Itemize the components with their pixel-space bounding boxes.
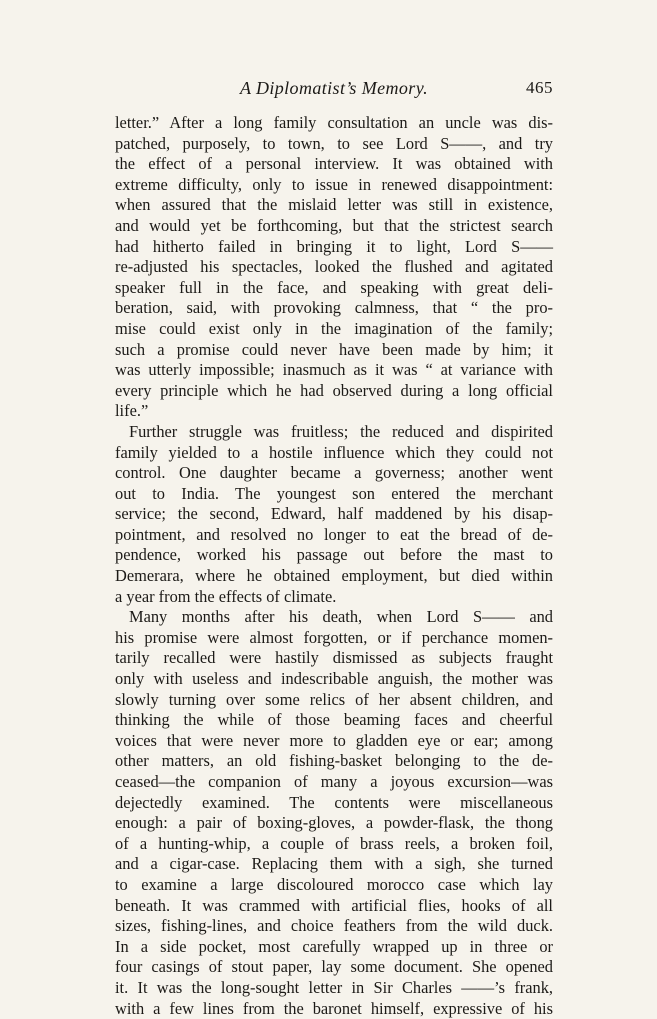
text-line: voices that were never more to gladden eye or ear; among bbox=[115, 730, 553, 750]
paragraph-start-line: Further struggle was fruitless; the reduced and dispirited bbox=[129, 421, 553, 441]
text-line: other matters, an old fishing-basket belonging to the de- bbox=[115, 751, 553, 771]
text-line: the effect of a personal interview. It was obtained with bbox=[115, 154, 553, 174]
text-line: family yielded to a hostile influence which they could not bbox=[115, 442, 553, 462]
text-line: his promise were almost forgotten, or if perchance momen- bbox=[115, 627, 553, 647]
text-line: enough: a pair of boxing-gloves, a powder-flask, the thong bbox=[115, 813, 553, 833]
text-line: pendence, worked his passage out before the mast to bbox=[115, 545, 553, 565]
text-line: only with useless and indescribable anguish, the mother was bbox=[115, 669, 553, 689]
text-line: re-adjusted his spectacles, looked the flushed and agitated bbox=[115, 257, 553, 277]
text-line: patched, purposely, to town, to see Lord S——, and try bbox=[115, 133, 553, 153]
text-line: pointment, and resolved no longer to eat the bread of de- bbox=[115, 524, 553, 544]
text-line: ceased—the companion of many a joyous excursion—was bbox=[115, 772, 553, 791]
text-line: every principle which he had observed during a long official bbox=[115, 380, 553, 400]
text-line: service; the second, Edward, half maddened by his disap- bbox=[115, 504, 553, 524]
text-line: extreme difficulty, only to issue in renewed disappointment: bbox=[115, 174, 553, 194]
text-line: it. It was the long-sought letter in Sir Charles ——’s frank, bbox=[115, 977, 553, 997]
text-line: and a cigar-case. Replacing them with a sigh, she turned bbox=[115, 854, 553, 874]
text-line: control. One daughter became a governess; another went bbox=[115, 463, 553, 483]
text-line: was utterly impossible; inasmuch as it was “ at variance with bbox=[115, 360, 553, 380]
text-line: mise could exist only in the imagination of the family; bbox=[115, 318, 553, 338]
text-line: sizes, fishing-lines, and choice feathers from the wild duck. bbox=[115, 916, 553, 936]
text-line: letter.” After a long family consultation an uncle was dis- bbox=[115, 113, 553, 132]
text-line: when assured that the mislaid letter was still in existence, bbox=[115, 195, 553, 215]
running-title: A Diplomatist’s Memory. bbox=[239, 78, 429, 98]
text-line: Demerara, where he obtained employment, but died within bbox=[115, 566, 553, 586]
text-line: such a promise could never have been made by him; it bbox=[115, 339, 553, 359]
text-line: of a hunting-whip, a couple of brass reels, a broken foil, bbox=[115, 833, 553, 853]
text-line: beration, said, with provoking calmness, that “ the pro- bbox=[115, 298, 553, 318]
text-line: In a side pocket, most carefully wrapped up in three or bbox=[115, 936, 553, 956]
text-line: and would yet be forthcoming, but that the strictest search bbox=[115, 215, 553, 235]
text-line: tarily recalled were hastily dismissed as subjects fraught bbox=[115, 648, 553, 668]
text-line: out to India. The youngest son entered the merchant bbox=[115, 483, 553, 503]
body-text bbox=[115, 113, 553, 1019]
text-line: beneath. It was crammed with artificial flies, hooks of all bbox=[115, 895, 553, 915]
paragraph-end-line: life.” bbox=[115, 401, 149, 421]
paragraph-end-line: a year from the effects of climate. bbox=[115, 586, 337, 606]
text-line: thinking the while of those beaming faces and cheerful bbox=[115, 710, 553, 730]
text-line: four casings of stout paper, lay some document. She opened bbox=[115, 957, 553, 977]
paragraph-start-line: Many months after his death, when Lord S—— and bbox=[129, 607, 553, 627]
page-number: 465 bbox=[526, 78, 553, 97]
text-line: speaker full in the face, and speaking with great deli- bbox=[115, 277, 553, 297]
text-line: slowly turning over some relics of her absent children, and bbox=[115, 689, 553, 709]
text-line: with a few lines from the baronet himself, expressive of his bbox=[115, 998, 553, 1018]
text-line: to examine a large discoloured morocco case which lay bbox=[115, 874, 553, 894]
text-line: had hitherto failed in bringing it to light, Lord S—— bbox=[115, 236, 553, 256]
text-line: dejectedly examined. The contents were miscellaneous bbox=[115, 792, 553, 812]
running-head bbox=[115, 78, 553, 102]
